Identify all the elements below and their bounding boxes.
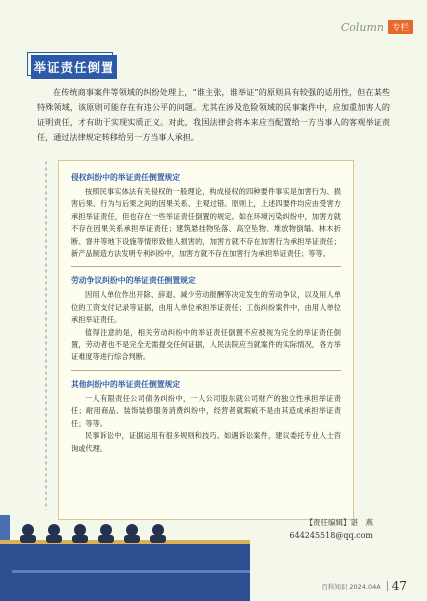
column-tag xyxy=(341,20,413,34)
info-card xyxy=(58,160,354,520)
section-paragraph: 民事诉讼中，证据运用有很多规则和技巧。如遇诉讼案件，建议委托专业人士咨询或代理。 xyxy=(71,431,341,453)
courtroom-illustration xyxy=(0,500,250,601)
intro-paragraph: 在传统商事案件等领域的纠纷处理上，“谁主张，谁举证”的原则具有较强的适用性，但在某些特殊领域，该原则可能存在有违公平的问题。尤其在涉及危险领域的民事案件中，应加重加害人的证明责任，才有助于实现实质正义。对此，我国法律会将本来应当配置给一方当事人的客观举证责任，通过法律规定转移给另一方当事人承担。 xyxy=(37,87,390,142)
illustration-stripe xyxy=(12,570,250,573)
footer-separator xyxy=(387,581,388,591)
section-paragraph: 一人有限责任公司债务纠纷中，一人公司股东就公司财产的独立性承担举证责任；耐用商品、装饰装修服务消费纠纷中，经营者就瑕疵不是由其造成承担举证责任；等等。 xyxy=(71,393,341,428)
section-heading: 侵权纠纷中的举证责任倒置规定 xyxy=(71,173,181,182)
article-title xyxy=(32,56,116,78)
section-paragraph: 按照民事实体法有关侵权的一般理论，构成侵权的四种要件事实是加害行为、损害后果、行为与后果之间的因果关系、主观过错。原则上，上述四要件均应由受害方承担举证责任，但也存在一些举证责任倒置的规定。如在环境污染纠纷中，加害方就不存在因果关系承担举证责任；建筑悬挂物坠落、高空坠物、堆放物倒塌、林木折断、窨井等地下设施等情形致他人损害的，加害方就不存在加害行为承担举证责任；新产品制造方法发明专利纠纷中，加害方就不存在加害行为承担举证责任；等等。 xyxy=(71,187,341,259)
magazine-issue: 百科知识 2024.04A xyxy=(321,582,381,591)
page-number: 47 xyxy=(391,579,407,593)
section-heading: 其他纠纷中的举证责任倒置规定 xyxy=(71,379,181,389)
decorative-dots xyxy=(44,160,48,510)
section-paragraph: 因用人单位作出开除、辞退、减少劳动报酬等决定发生的劳动争议，以及用人单位的工资支付记录等证据，由用人单位承担举证责任；工伤纠纷案件中，由用人单位承担举证责任。 xyxy=(71,290,341,325)
divider xyxy=(71,266,341,267)
section-paragraph: 值得注意的是，相关劳动纠纷中的举证责任倒置不应被视为完全的举证责任倒置，劳动者也不是完全无需提交任何证据，人民法院应当就案件的实际情况，各方举证难度等进行综合判断。 xyxy=(71,327,341,362)
divider xyxy=(71,370,341,371)
editor-email: 644245518@qq.com xyxy=(289,531,373,540)
article-title-text: 举证责任倒置 xyxy=(33,60,115,75)
editor-credit: 【责任编辑】谌 燕 xyxy=(305,518,373,527)
page-footer xyxy=(321,579,407,593)
column-badge: 专栏 xyxy=(388,20,413,34)
section-heading: 劳动争议纠纷中的举证责任倒置规定 xyxy=(71,276,196,286)
column-word: Column xyxy=(340,20,384,34)
